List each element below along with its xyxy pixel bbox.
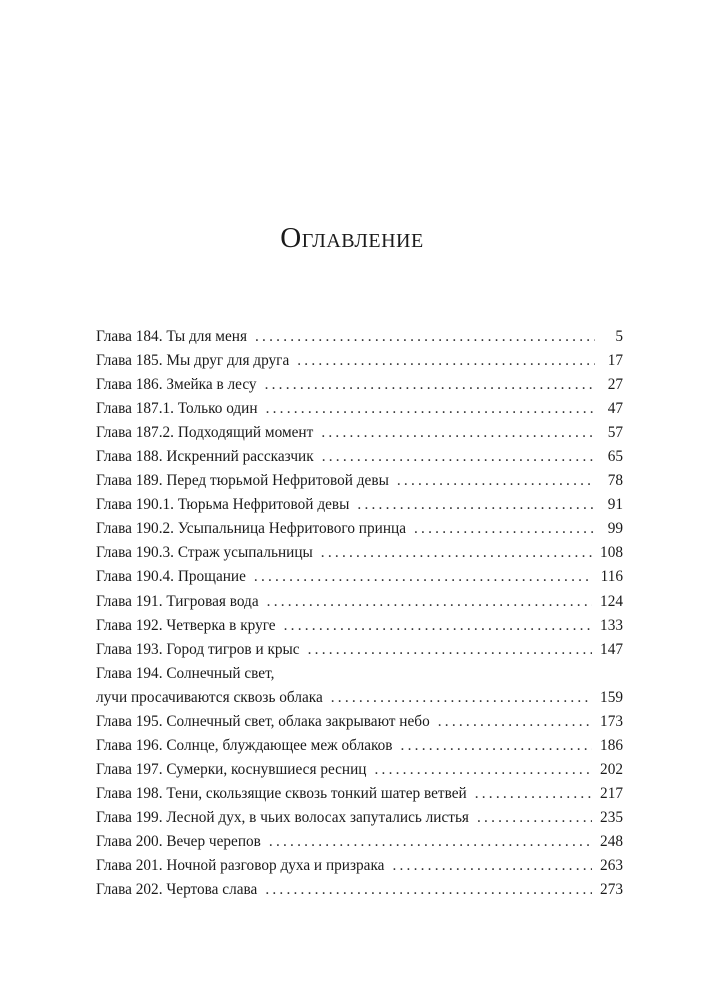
dot-leader xyxy=(392,854,592,878)
toc-entry xyxy=(96,878,623,902)
toc-entry-label: Глава 200. Вечер черепов xyxy=(96,832,261,850)
dot-leader xyxy=(438,710,592,734)
toc-entry-label: Глава 188. Искренний рассказчик xyxy=(96,448,314,466)
dot-leader xyxy=(475,782,592,806)
toc-entry-page: 217 xyxy=(600,784,623,802)
dot-leader xyxy=(477,806,592,830)
toc-entry-label: Глава 192. Четверка в круге xyxy=(96,616,276,634)
toc-entry-page: 17 xyxy=(607,352,623,370)
dot-leader xyxy=(401,734,593,758)
toc-entry-label: Глава 198. Тени, скользящие сквозь тонкий шатер ветвей xyxy=(96,784,467,802)
toc-entry-label: Глава 190.4. Прощание xyxy=(96,568,246,586)
toc-entry-page: 5 xyxy=(615,328,623,345)
toc-entry xyxy=(96,806,623,830)
toc-entry-page: 57 xyxy=(607,424,623,442)
dot-leader xyxy=(265,373,595,397)
dot-leader xyxy=(267,590,592,614)
toc-entry xyxy=(96,349,623,373)
dot-leader xyxy=(331,686,592,710)
toc-entry-page: 116 xyxy=(600,568,623,586)
toc-entry-page: 159 xyxy=(600,688,623,706)
toc-entry-label: Глава 197. Сумерки, коснувшиеся ресниц xyxy=(96,760,367,778)
dot-leader xyxy=(266,397,595,421)
table-of-contents xyxy=(96,325,623,902)
toc-entry-page: 99 xyxy=(607,520,623,538)
toc-entry-page: 263 xyxy=(600,857,623,875)
dot-leader xyxy=(254,565,593,589)
dot-leader xyxy=(284,614,592,638)
toc-entry-label-line2: лучи просачиваются сквозь облака xyxy=(96,688,323,706)
dot-leader xyxy=(265,878,592,902)
toc-entry-label: Глава 199. Лесной дух, в чьих волосах запутались листья xyxy=(96,808,469,826)
dot-leader xyxy=(322,445,595,469)
toc-entry-label: Глава 187.2. Подходящий момент xyxy=(96,424,314,442)
dot-leader xyxy=(297,349,595,373)
toc-entry-page: 235 xyxy=(600,808,623,826)
toc-entry-page: 124 xyxy=(600,592,623,610)
toc-entry xyxy=(96,445,623,469)
dot-leader xyxy=(357,493,595,517)
toc-entry xyxy=(96,493,623,517)
toc-entry-page: 173 xyxy=(600,712,623,730)
toc-entry-label: Глава 190.2. Усыпальница Нефритового принца xyxy=(96,520,406,538)
toc-entry xyxy=(96,397,623,421)
toc-entry-line xyxy=(96,662,623,686)
toc-entry-label: Глава 196. Солнце, блуждающее меж облаков xyxy=(96,736,393,754)
toc-entry-page: 202 xyxy=(600,760,623,778)
toc-entry xyxy=(96,565,623,589)
dot-leader xyxy=(414,517,595,541)
toc-entry xyxy=(96,830,623,854)
toc-entry xyxy=(96,782,623,806)
toc-entry-label: Глава 184. Ты для меня xyxy=(96,328,247,345)
toc-entry-label: Глава 201. Ночной разговор духа и призрака xyxy=(96,857,385,875)
dot-leader xyxy=(321,541,592,565)
toc-entry xyxy=(96,421,623,445)
dot-leader xyxy=(255,325,595,349)
dot-leader xyxy=(269,830,592,854)
toc-entry-page: 78 xyxy=(607,472,623,490)
toc-entry xyxy=(96,686,623,710)
toc-entry-page: 186 xyxy=(600,736,623,754)
toc-entry-page: 147 xyxy=(600,640,623,658)
toc-entry-page: 133 xyxy=(600,616,623,634)
toc-entry-label: Глава 194. Солнечный свет, xyxy=(96,664,275,682)
toc-entry xyxy=(96,541,623,565)
toc-entry xyxy=(96,734,623,758)
toc-entry-label: Глава 195. Солнечный свет, облака закрывают небо xyxy=(96,712,430,730)
toc-entry-label: Глава 190.1. Тюрьма Нефритовой девы xyxy=(96,496,350,514)
dot-leader xyxy=(308,638,592,662)
toc-entry xyxy=(96,517,623,541)
toc-entry-label: Глава 185. Мы друг для друга xyxy=(96,352,290,370)
toc-entry-label: Глава 187.1. Только один xyxy=(96,400,258,418)
toc-entry-page: 248 xyxy=(600,832,623,850)
toc-entry xyxy=(96,469,623,493)
dot-leader xyxy=(321,421,595,445)
toc-entry-label: Глава 193. Город тигров и крыс xyxy=(96,640,300,658)
toc-entry xyxy=(96,325,623,349)
toc-entry xyxy=(96,373,623,397)
toc-entry xyxy=(96,854,623,878)
dot-leader xyxy=(374,758,592,782)
toc-entry xyxy=(96,710,623,734)
toc-entry xyxy=(96,590,623,614)
toc-entry-page: 91 xyxy=(607,496,623,514)
toc-entry-page: 65 xyxy=(607,448,623,466)
toc-entry-label: Глава 190.3. Страж усыпальницы xyxy=(96,544,313,562)
toc-entry-label: Глава 202. Чертова слава xyxy=(96,881,258,899)
toc-entry-page: 47 xyxy=(607,400,623,418)
toc-entry-label: Глава 189. Перед тюрьмой Нефритовой девы xyxy=(96,472,389,490)
toc-entry-label: Глава 186. Змейка в лесу xyxy=(96,376,257,394)
toc-entry xyxy=(96,758,623,782)
dot-leader xyxy=(397,469,595,493)
toc-entry-label: Глава 191. Тигровая вода xyxy=(96,592,259,610)
toc-entry-page: 108 xyxy=(600,544,623,562)
toc-entry-page: 27 xyxy=(607,376,623,394)
toc-entry xyxy=(96,614,623,638)
page-title: Оглавление xyxy=(280,222,424,254)
toc-entry xyxy=(96,638,623,662)
toc-entry-page: 273 xyxy=(600,881,623,899)
